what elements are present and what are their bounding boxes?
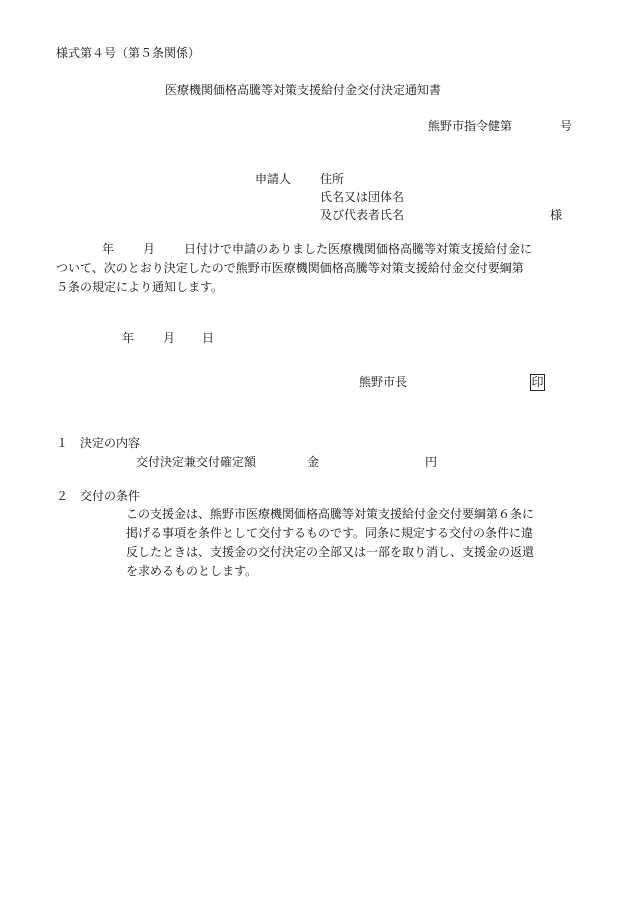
section1-item-label: 交付決定兼交付確定額 [136, 455, 257, 469]
seal-box: 印 [531, 375, 544, 389]
name-label: 氏名又は団体名 [320, 190, 405, 204]
section1-heading: １ 決定の内容 [56, 436, 141, 450]
body-line-1: 日付けで申請のありました医療機関価格高騰等対策支援給付金に [184, 242, 533, 256]
body-line-3: ５条の規定により通知します。 [56, 280, 224, 294]
honorific: 様 [550, 208, 563, 222]
body-year-mark: 年 [102, 242, 115, 256]
document-title: 医療機関価格高騰等対策支援給付金交付決定通知書 [165, 83, 442, 97]
body-line-2: ついて、次のとおり決定したので熊野市医療機関価格高騰等対策支援給付金交付要綱第 [56, 261, 524, 275]
section2-line-1: この支援金は、熊野市医療機関価格高騰等対策支援給付金交付要綱第６条に [126, 507, 535, 521]
section2-line-3: 反したときは、支援金の交付決定の全部又は一部を取り消し、支援金の返還 [126, 545, 535, 559]
reference-suffix: 号 [560, 119, 573, 133]
section1-currency-prefix: 金 [307, 455, 320, 469]
representative-label: 及び代表者氏名 [320, 208, 405, 222]
issuer-name: 熊野市長 [359, 375, 408, 389]
date-day: 日 [202, 331, 215, 345]
date-year: 年 [122, 331, 135, 345]
section2-line-4: を求めるものとします。 [126, 564, 258, 578]
section1-currency-suffix: 円 [425, 455, 438, 469]
address-label: 住所 [320, 172, 345, 186]
date-month: 月 [163, 331, 176, 345]
section2-line-2: 掲げる事項を条件として交付するものです。同条に規定する交付の条件に違 [126, 526, 534, 540]
reference-label: 熊野市指令健第 [428, 119, 513, 133]
body-month-mark: 月 [143, 242, 156, 256]
section2-heading: ２ 交付の条件 [56, 489, 141, 503]
form-number: 様式第４号（第５条関係） [56, 46, 201, 60]
applicant-label: 申請人 [255, 172, 292, 186]
